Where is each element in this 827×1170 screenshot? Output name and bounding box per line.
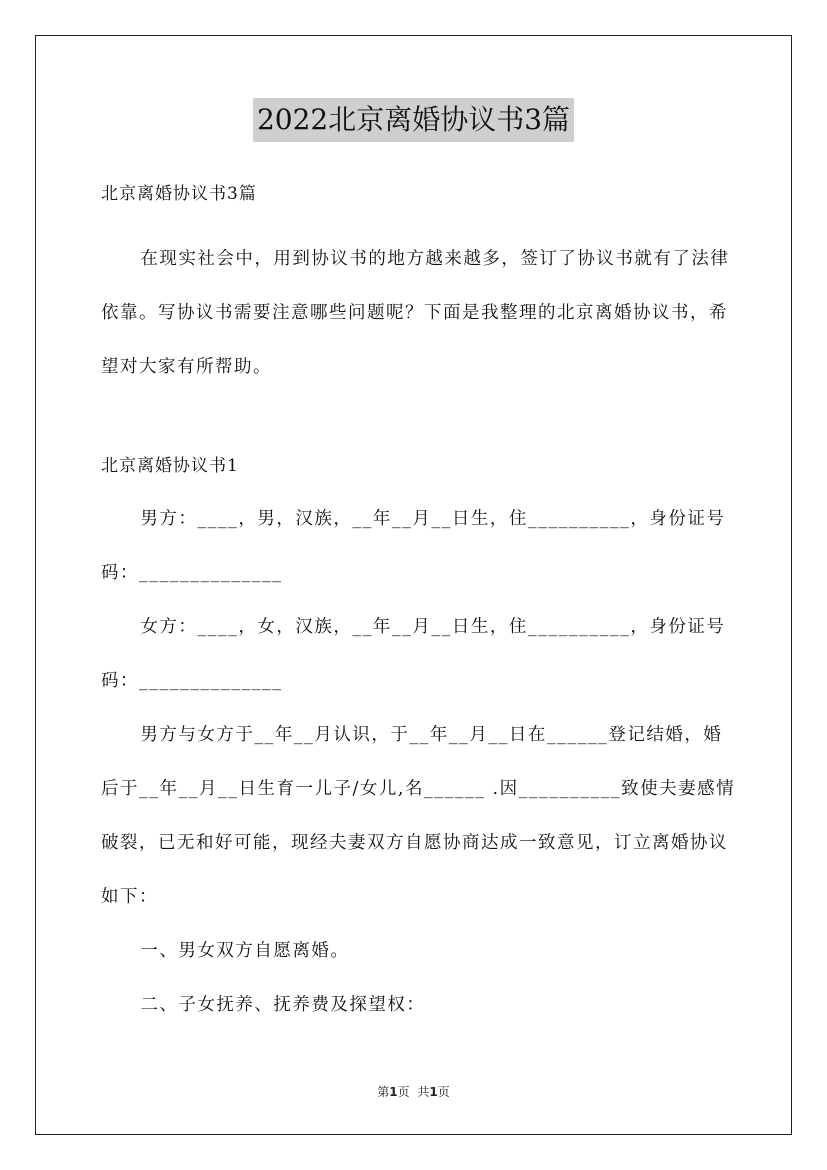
agreement-body [101, 492, 741, 1032]
document-subtitle: 北京离婚协议书3篇 [101, 184, 257, 204]
total-suffix: 页 [437, 1085, 450, 1099]
total-prefix: 共 [417, 1085, 430, 1099]
page-prefix: 第 [377, 1085, 390, 1099]
intro-paragraph: 在现实社会中，用到协议书的地方越来越多，签订了协议书就有了法律依靠。写协议书需要注意哪些问题呢？下面是我整理的北京离婚协议书，希望对大家有所帮助。 [101, 249, 730, 377]
section-heading: 北京离婚协议书1 [101, 456, 239, 476]
document-title-container [0, 98, 827, 142]
marriage-facts-paragraph: 男方与女方于__年__月认识，于__年__月__日在______登记结婚，婚后于__年__月__日生育一儿子/女儿,名______ .因__________致使夫妻感情破裂，已无和好可能，现经夫妻双方自愿协商达成一致意见，订立离婚协议如下： [101, 725, 736, 907]
clause-two: 二、子女抚养、抚养费及探望权： [140, 995, 426, 1015]
wife-info-paragraph: 女方：____，女，汉族，__年__月__日生，住__________，身份证号码：______________ [101, 617, 726, 691]
total-pages: 1 [429, 1085, 438, 1099]
page-number: 1 [389, 1085, 398, 1099]
document-title: 2022北京离婚协议书3篇 [253, 98, 574, 142]
page-footer [0, 1084, 827, 1100]
page-suffix: 页 [397, 1085, 410, 1099]
clause-one: 一、男女双方自愿离婚。 [140, 941, 350, 961]
husband-info-paragraph: 男方：____，男，汉族，__年__月__日生，住__________，身份证号码：______________ [101, 509, 726, 583]
